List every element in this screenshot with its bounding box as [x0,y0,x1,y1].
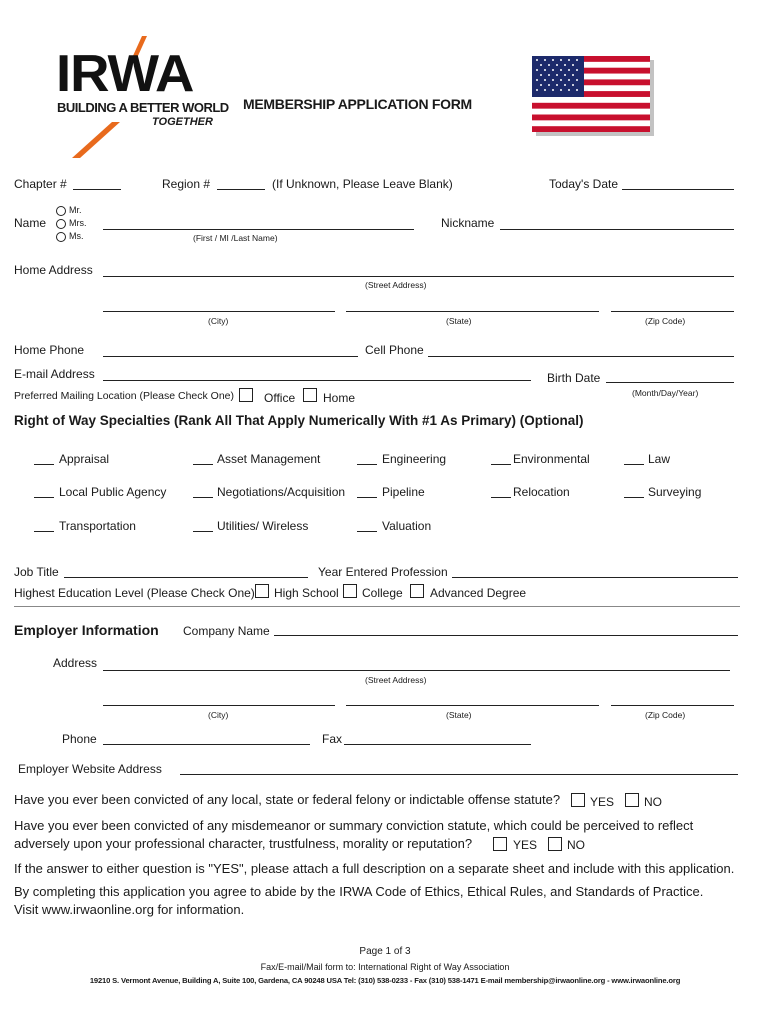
job-title-label: Job Title [14,565,59,579]
rank-field-negotiations[interactable] [193,497,213,498]
home-address-label: Home Address [14,263,93,277]
birth-date-hint: (Month/Day/Year) [632,388,699,398]
todays-date-label: Today's Date [549,177,618,191]
agreement-line1: By completing this application you agree to abide by the IRWA Code of Ethics, Ethical Rules, and Standards of Practice. [14,884,704,899]
specialty-negotiations: Negotiations/Acquisition [217,485,346,499]
home-city-field[interactable] [103,311,335,312]
misdemeanor-question-line1: Have you ever been convicted of any misdemeanor or summary conviction statute, which could be perceived to reflect [14,818,694,833]
home-zip-hint: (Zip Code) [645,316,686,326]
title-mrs-radio[interactable] [56,219,66,229]
title-mrs-label: Mrs. [69,218,87,228]
mailing-home-checkbox[interactable] [303,388,317,402]
home-phone-field[interactable] [103,356,358,357]
employer-street-field[interactable] [103,670,730,671]
felony-yes-label: YES [590,795,615,809]
page-number: Page 1 of 3 [359,946,411,957]
title-ms-label: Ms. [69,231,84,241]
footer-send-to: Fax/E-mail/Mail form to: International Right of Way Association [260,962,510,972]
employer-section-title: Employer Information [14,622,159,638]
rank-field-engineering[interactable] [357,464,377,465]
year-entered-field[interactable] [452,577,738,578]
company-name-label: Company Name [183,624,270,638]
mailing-office-label: Office [264,391,296,405]
chapter-label: Chapter # [14,177,67,191]
employer-city-hint: (City) [208,710,229,720]
email-field[interactable] [103,380,531,381]
irwa-logo [56,36,236,161]
education-college-label: College [362,586,403,600]
us-flag-icon [532,56,654,136]
employer-fax-label: Fax [322,732,343,746]
specialty-pipeline: Pipeline [382,485,425,499]
specialty-appraisal: Appraisal [59,452,110,466]
misdemeanor-no-label: NO [567,838,585,852]
specialty-utilities: Utilities/ Wireless [217,519,309,533]
employer-website-field[interactable] [180,774,738,775]
name-hint: (First / MI /Last Name) [193,233,278,243]
misdemeanor-yes-checkbox[interactable] [493,837,507,851]
education-advanced-checkbox[interactable] [410,584,424,598]
todays-date-field[interactable] [622,189,734,190]
specialties-title: Right of Way Specialties (Rank All That Apply Numerically With #1 As Primary) (Optional) [14,413,584,428]
education-college-checkbox[interactable] [343,584,357,598]
rank-field-asset-management[interactable] [193,464,213,465]
chapter-field[interactable] [73,189,121,190]
felony-no-checkbox[interactable] [625,793,639,807]
region-label: Region # [162,177,211,191]
title-ms-radio[interactable] [56,232,66,242]
employer-zip-hint: (Zip Code) [645,710,686,720]
title-mr-radio[interactable] [56,206,66,216]
home-street-field[interactable] [103,276,734,277]
employer-street-hint: (Street Address) [365,675,427,685]
cell-phone-field[interactable] [428,356,734,357]
home-city-hint: (City) [208,316,229,326]
mailing-home-label: Home [323,391,356,405]
misdemeanor-question-line2: adversely upon your professional character, trustfulness, morality or reputation? [14,836,473,851]
home-zip-field[interactable] [611,311,734,312]
agreement-line2: Visit www.irwaonline.org for information. [14,902,245,917]
nickname-label: Nickname [441,216,495,230]
misdemeanor-no-checkbox[interactable] [548,837,562,851]
rank-field-surveying[interactable] [624,497,644,498]
home-phone-label: Home Phone [14,343,85,357]
region-field[interactable] [217,189,265,190]
birth-date-label: Birth Date [547,371,601,385]
employer-phone-label: Phone [62,732,97,746]
cell-phone-label: Cell Phone [365,343,424,357]
felony-question: Have you ever been convicted of any local, state or federal felony or indictable offense statute? [14,792,561,807]
employer-state-hint: (State) [446,710,472,720]
rank-field-relocation[interactable] [491,497,511,498]
section-divider [14,606,740,607]
rank-field-appraisal[interactable] [34,464,54,465]
specialty-valuation: Valuation [382,519,432,533]
mailing-label: Preferred Mailing Location (Please Check One) [14,390,235,402]
email-label: E-mail Address [14,367,95,381]
education-high-school-checkbox[interactable] [255,584,269,598]
employer-phone-field[interactable] [103,744,310,745]
nickname-field[interactable] [500,229,734,230]
education-label: Highest Education Level (Please Check One) [14,586,255,600]
employer-state-field[interactable] [346,705,599,706]
rank-field-pipeline[interactable] [357,497,377,498]
logo-wordmark: IRWA [56,45,194,103]
title-mr-label: Mr. [69,205,82,215]
specialty-asset-management: Asset Management [217,452,321,466]
logo-tagline-2: TOGETHER [152,116,213,128]
rank-field-valuation[interactable] [357,531,377,532]
yes-answer-note: If the answer to either question is "YES", please attach a full description on a separate sheet and include with this application. [14,861,735,876]
specialty-environmental: Environmental [513,452,590,466]
rank-field-transportation[interactable] [34,531,54,532]
home-state-field[interactable] [346,311,599,312]
rank-field-environmental[interactable] [491,464,511,465]
home-state-hint: (State) [446,316,472,326]
misdemeanor-yes-label: YES [513,838,538,852]
job-title-field[interactable] [64,577,308,578]
specialty-transportation: Transportation [59,519,136,533]
specialty-law: Law [648,452,671,466]
rank-field-utilities[interactable] [193,531,213,532]
rank-field-law[interactable] [624,464,644,465]
employer-address-label: Address [53,656,98,670]
region-note: (If Unknown, Please Leave Blank) [272,177,453,191]
felony-no-label: NO [644,795,662,809]
education-high-school-label: High School [274,586,339,600]
footer-contact: 19210 S. Vermont Avenue, Building A, Suite 100, Gardena, CA 90248 USA Tel: (310) 538-0233 - Fax (310) 538-1471 E-mail membership@irwaonline.org - www.irwaonline.org [89,976,681,985]
employer-fax-field[interactable] [344,744,531,745]
specialty-local-public-agency: Local Public Agency [59,485,167,499]
mailing-office-checkbox[interactable] [239,388,253,402]
specialty-relocation: Relocation [513,485,570,499]
logo-tagline-1: BUILDING A BETTER WORLD [57,100,229,115]
employer-zip-field[interactable] [611,705,734,706]
education-advanced-label: Advanced Degree [430,586,527,600]
company-name-field[interactable] [274,635,738,636]
employer-city-field[interactable] [103,705,335,706]
specialty-engineering: Engineering [382,452,447,466]
birth-date-field[interactable] [606,382,734,383]
home-street-hint: (Street Address) [365,280,427,290]
felony-yes-checkbox[interactable] [571,793,585,807]
specialty-surveying: Surveying [648,485,702,499]
full-name-field[interactable] [103,229,414,230]
rank-field-local-public-agency[interactable] [34,497,54,498]
year-entered-label: Year Entered Profession [318,565,448,579]
name-label: Name [14,216,47,230]
form-title: MEMBERSHIP APPLICATION FORM [243,96,472,112]
employer-website-label: Employer Website Address [18,762,162,776]
